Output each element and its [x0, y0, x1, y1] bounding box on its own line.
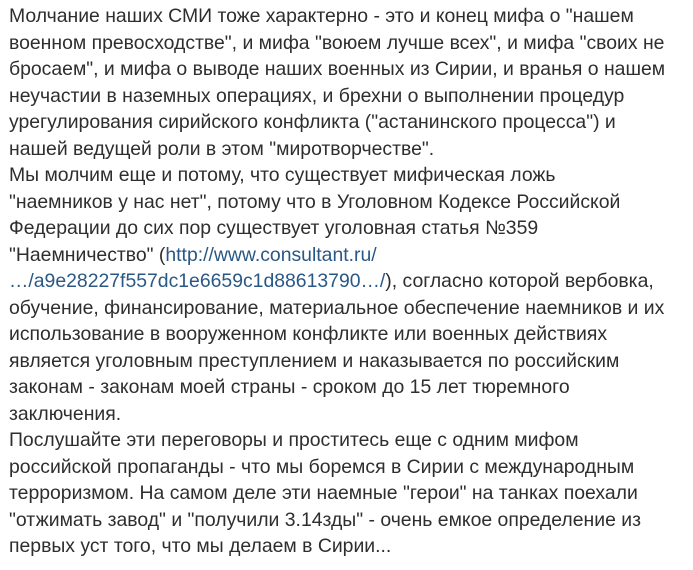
text-line: законам - законам моей страны - сроком до 15 лет тюремного: [9, 376, 570, 398]
paragraph-3: [9, 427, 689, 560]
text-line-with-link: [9, 268, 689, 295]
text-line-with-link: [9, 242, 689, 269]
text-line: российской пропаганды - что мы боремся в Сирии с международным: [9, 455, 635, 478]
text-line: "отжимать завод" и "получили 3.14зды" - очень емкое определение из: [9, 508, 641, 531]
text-line: Федерации до сих пор существует уголовная статья №359: [9, 217, 539, 239]
text-line: заключения.: [9, 402, 122, 425]
text-line: бросаем", и мифа о выводе наших военных из Сирии, и вранья о нашем: [9, 58, 666, 80]
text-line: является уголовным преступлением и наказывается по российским: [9, 349, 620, 372]
text-line: первых уст того, что мы делаем в Сирии...: [9, 535, 392, 557]
paragraph-1: [9, 3, 689, 162]
text-line: Послушайте эти переговоры и проститесь еще с одним мифом: [9, 429, 579, 451]
consultant-link[interactable]: http://www.consultant.ru/: [165, 243, 377, 266]
link-suffix: ), согласно которой вербовка,: [385, 270, 654, 292]
text-line: нашей ведущей роли в этом "миротворчестве".: [9, 137, 435, 160]
text-line: Молчание наших СМИ тоже характерно - это и конец мифа о "нашем: [9, 5, 634, 27]
text-line: урегулирования сирийского конфликта ("астанинского процесса") и: [9, 111, 616, 133]
consultant-link-continued[interactable]: …/a9e28227f557dc1e6659c1d88613790…/: [9, 270, 386, 292]
text-line: военном превосходстве", и мифа "воюем лучше всех", и мифа "своих не: [9, 31, 665, 54]
text-line: "наемников у нас нет", потому что в Уголовном Кодексе Российской: [9, 190, 621, 213]
paragraph-2: [9, 162, 689, 427]
post-text: [9, 3, 689, 560]
text-line: использование в вооруженном конфликте или военных действиях: [9, 323, 608, 345]
text-line: неучастии в наземных операциях, и брехни о выполнении процедур: [9, 84, 625, 107]
text-line: обучение, финансирование, материальное обеспечение наемников и их: [9, 296, 665, 319]
text-line: терроризмом. На самом деле эти наемные "герои" на танках поехали: [9, 482, 638, 504]
text-line: Мы молчим еще и потому, что существует мифическая ложь: [9, 164, 556, 186]
link-prefix: "Наемничество" (: [9, 243, 166, 266]
